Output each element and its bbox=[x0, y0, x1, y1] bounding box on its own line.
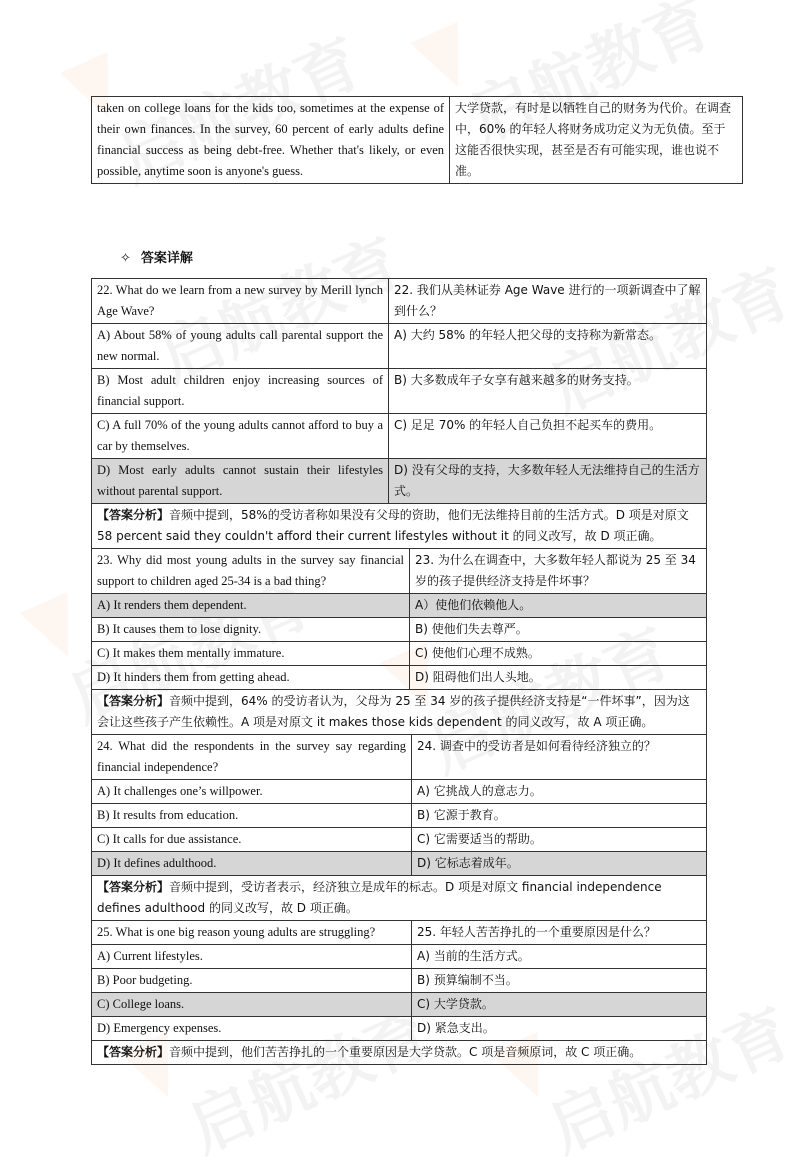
option-zh: A) 当前的生活方式。 bbox=[412, 945, 707, 969]
question-zh: 24. 调查中的受访者是如何看待经济独立的？ bbox=[412, 735, 707, 780]
option-row bbox=[92, 852, 707, 876]
analysis-cell bbox=[92, 876, 707, 921]
option-en: C) It makes them mentally immature. bbox=[92, 642, 410, 666]
option-en: C) College loans. bbox=[92, 993, 412, 1017]
question-block bbox=[91, 549, 706, 735]
watermark-logo-icon bbox=[20, 592, 92, 668]
question-zh: 25. 年轻人苦苦挣扎的一个重要原因是什么？ bbox=[412, 921, 707, 945]
option-en: D) Emergency expenses. bbox=[92, 1017, 412, 1041]
option-row bbox=[92, 369, 707, 414]
option-zh: B) 它源于教育。 bbox=[412, 804, 707, 828]
option-row bbox=[92, 618, 707, 642]
question-row bbox=[92, 735, 707, 780]
question-row bbox=[92, 549, 707, 594]
passage-en: taken on college loans for the kids too, sometimes at the expense of their own finances. In the survey, 60 percent of early adults define financial success as being debt-free. Whether that's likely, or even possible, anytime soon is anyone's guess. bbox=[92, 97, 450, 184]
option-en: B) It results from education. bbox=[92, 804, 412, 828]
analysis-tag: 【答案分析】 bbox=[97, 694, 170, 708]
option-row bbox=[92, 324, 707, 369]
option-en: D) It hinders them from getting ahead. bbox=[92, 666, 410, 690]
analysis-cell bbox=[92, 690, 707, 735]
question-en: 22. What do we learn from a new survey by Merill lynch Age Wave? bbox=[92, 279, 389, 324]
option-zh: B) 使他们失去尊严。 bbox=[410, 618, 707, 642]
option-en: D) It defines adulthood. bbox=[92, 852, 412, 876]
section-title-text: 答案详解 bbox=[140, 251, 193, 266]
option-zh: A）使他们依赖他人。 bbox=[410, 594, 707, 618]
option-zh: D) 它标志着成年。 bbox=[412, 852, 707, 876]
option-row bbox=[92, 1017, 707, 1041]
option-en: B) Most adult children enjoy increasing sources of financial support. bbox=[92, 369, 389, 414]
analysis-tag: 【答案分析】 bbox=[97, 880, 170, 894]
option-row bbox=[92, 804, 707, 828]
analysis-row bbox=[92, 504, 707, 549]
question-block bbox=[91, 921, 706, 1065]
option-row bbox=[92, 642, 707, 666]
option-en: D) Most early adults cannot sustain their lifestyles without parental support. bbox=[92, 459, 389, 504]
option-en: A) It challenges one’s willpower. bbox=[92, 780, 412, 804]
analysis-cell bbox=[92, 1041, 707, 1065]
question-block bbox=[91, 278, 706, 549]
option-zh: C) 它需要适当的帮助。 bbox=[412, 828, 707, 852]
option-zh: B) 预算编制不当。 bbox=[412, 969, 707, 993]
analysis-text: 音频中提到，58%的受访者称如果没有父母的资助，他们无法维持目前的生活方式。D 项是对原文 58 percent said they couldn't afford their current lifestyles without it 的同义改写，故 D 项正确。 bbox=[97, 508, 689, 543]
option-en: C) A full 70% of the young adults cannot afford to buy a car by themselves. bbox=[92, 414, 389, 459]
option-en: B) It causes them to lose dignity. bbox=[92, 618, 410, 642]
option-zh: D) 紧急支出。 bbox=[412, 1017, 707, 1041]
option-en: C) It calls for due assistance. bbox=[92, 828, 412, 852]
analysis-cell bbox=[92, 504, 707, 549]
analysis-row bbox=[92, 690, 707, 735]
question-zh: 22. 我们从美林证券 Age Wave 进行的一项新调查中了解到什么？ bbox=[389, 279, 707, 324]
diamond-star-icon: ✧ bbox=[120, 251, 131, 266]
option-row bbox=[92, 780, 707, 804]
option-row bbox=[92, 414, 707, 459]
option-row bbox=[92, 945, 707, 969]
option-row bbox=[92, 666, 707, 690]
answer-table bbox=[91, 278, 706, 1065]
option-zh: C) 使他们心理不成熟。 bbox=[410, 642, 707, 666]
analysis-text: 音频中提到，受访者表示，经济独立是成年的标志。D 项是对原文 financial independence defines adulthood 的同义改写，故 D 项正确。 bbox=[97, 880, 662, 915]
option-en: A) About 58% of young adults call parental support the new normal. bbox=[92, 324, 389, 369]
option-row bbox=[92, 993, 707, 1017]
analysis-text: 音频中提到，他们苦苦挣扎的一个重要原因是大学贷款。C 项是音频原词，故 C 项正确。 bbox=[169, 1045, 642, 1059]
option-row bbox=[92, 594, 707, 618]
analysis-text: 音频中提到，64% 的受访者认为，父母为 25 至 34 岁的孩子提供经济支持是“一件坏事”，因为这会让这些孩子产生依赖性。A 项是对原文 it makes those kids dependent 的同义改写，故 A 项正确。 bbox=[97, 694, 690, 729]
passage-table bbox=[91, 96, 743, 184]
question-en: 25. What is one big reason young adults are struggling? bbox=[92, 921, 412, 945]
section-heading bbox=[120, 247, 193, 266]
option-zh: C) 足足 70% 的年轻人自己负担不起买车的费用。 bbox=[389, 414, 707, 459]
option-zh: D) 没有父母的支持，大多数年轻人无法维持自己的生活方式。 bbox=[389, 459, 707, 504]
option-zh: A) 它挑战人的意志力。 bbox=[412, 780, 707, 804]
option-row bbox=[92, 969, 707, 993]
option-en: B) Poor budgeting. bbox=[92, 969, 412, 993]
question-row bbox=[92, 279, 707, 324]
option-zh: D) 阻碍他们出人头地。 bbox=[410, 666, 707, 690]
question-en: 24. What did the respondents in the survey say regarding financial independence? bbox=[92, 735, 412, 780]
option-row bbox=[92, 459, 707, 504]
analysis-row bbox=[92, 876, 707, 921]
question-block bbox=[91, 735, 706, 921]
analysis-tag: 【答案分析】 bbox=[97, 508, 170, 522]
option-zh: B) 大多数成年子女享有越来越多的财务支持。 bbox=[389, 369, 707, 414]
analysis-row bbox=[92, 1041, 707, 1065]
option-en: A) It renders them dependent. bbox=[92, 594, 410, 618]
question-zh: 23. 为什么在调查中，大多数年轻人都说为 25 至 34 岁的孩子提供经济支持是件坏事？ bbox=[410, 549, 707, 594]
watermark-logo-icon bbox=[410, 22, 482, 98]
question-en: 23. Why did most young adults in the survey say financial support to children aged 25-34 is a bad thing? bbox=[92, 549, 410, 594]
analysis-tag: 【答案分析】 bbox=[97, 1045, 170, 1059]
passage-zh: 大学贷款，有时是以牺牲自己的财务为代价。在调查中，60% 的年轻人将财务成功定义为无负债。至于这能否很快实现，甚至是否有可能实现，谁也说不准。 bbox=[450, 97, 743, 184]
option-zh: C) 大学贷款。 bbox=[412, 993, 707, 1017]
option-row bbox=[92, 828, 707, 852]
option-en: A) Current lifestyles. bbox=[92, 945, 412, 969]
option-zh: A) 大约 58% 的年轻人把父母的支持称为新常态。 bbox=[389, 324, 707, 369]
question-row bbox=[92, 921, 707, 945]
